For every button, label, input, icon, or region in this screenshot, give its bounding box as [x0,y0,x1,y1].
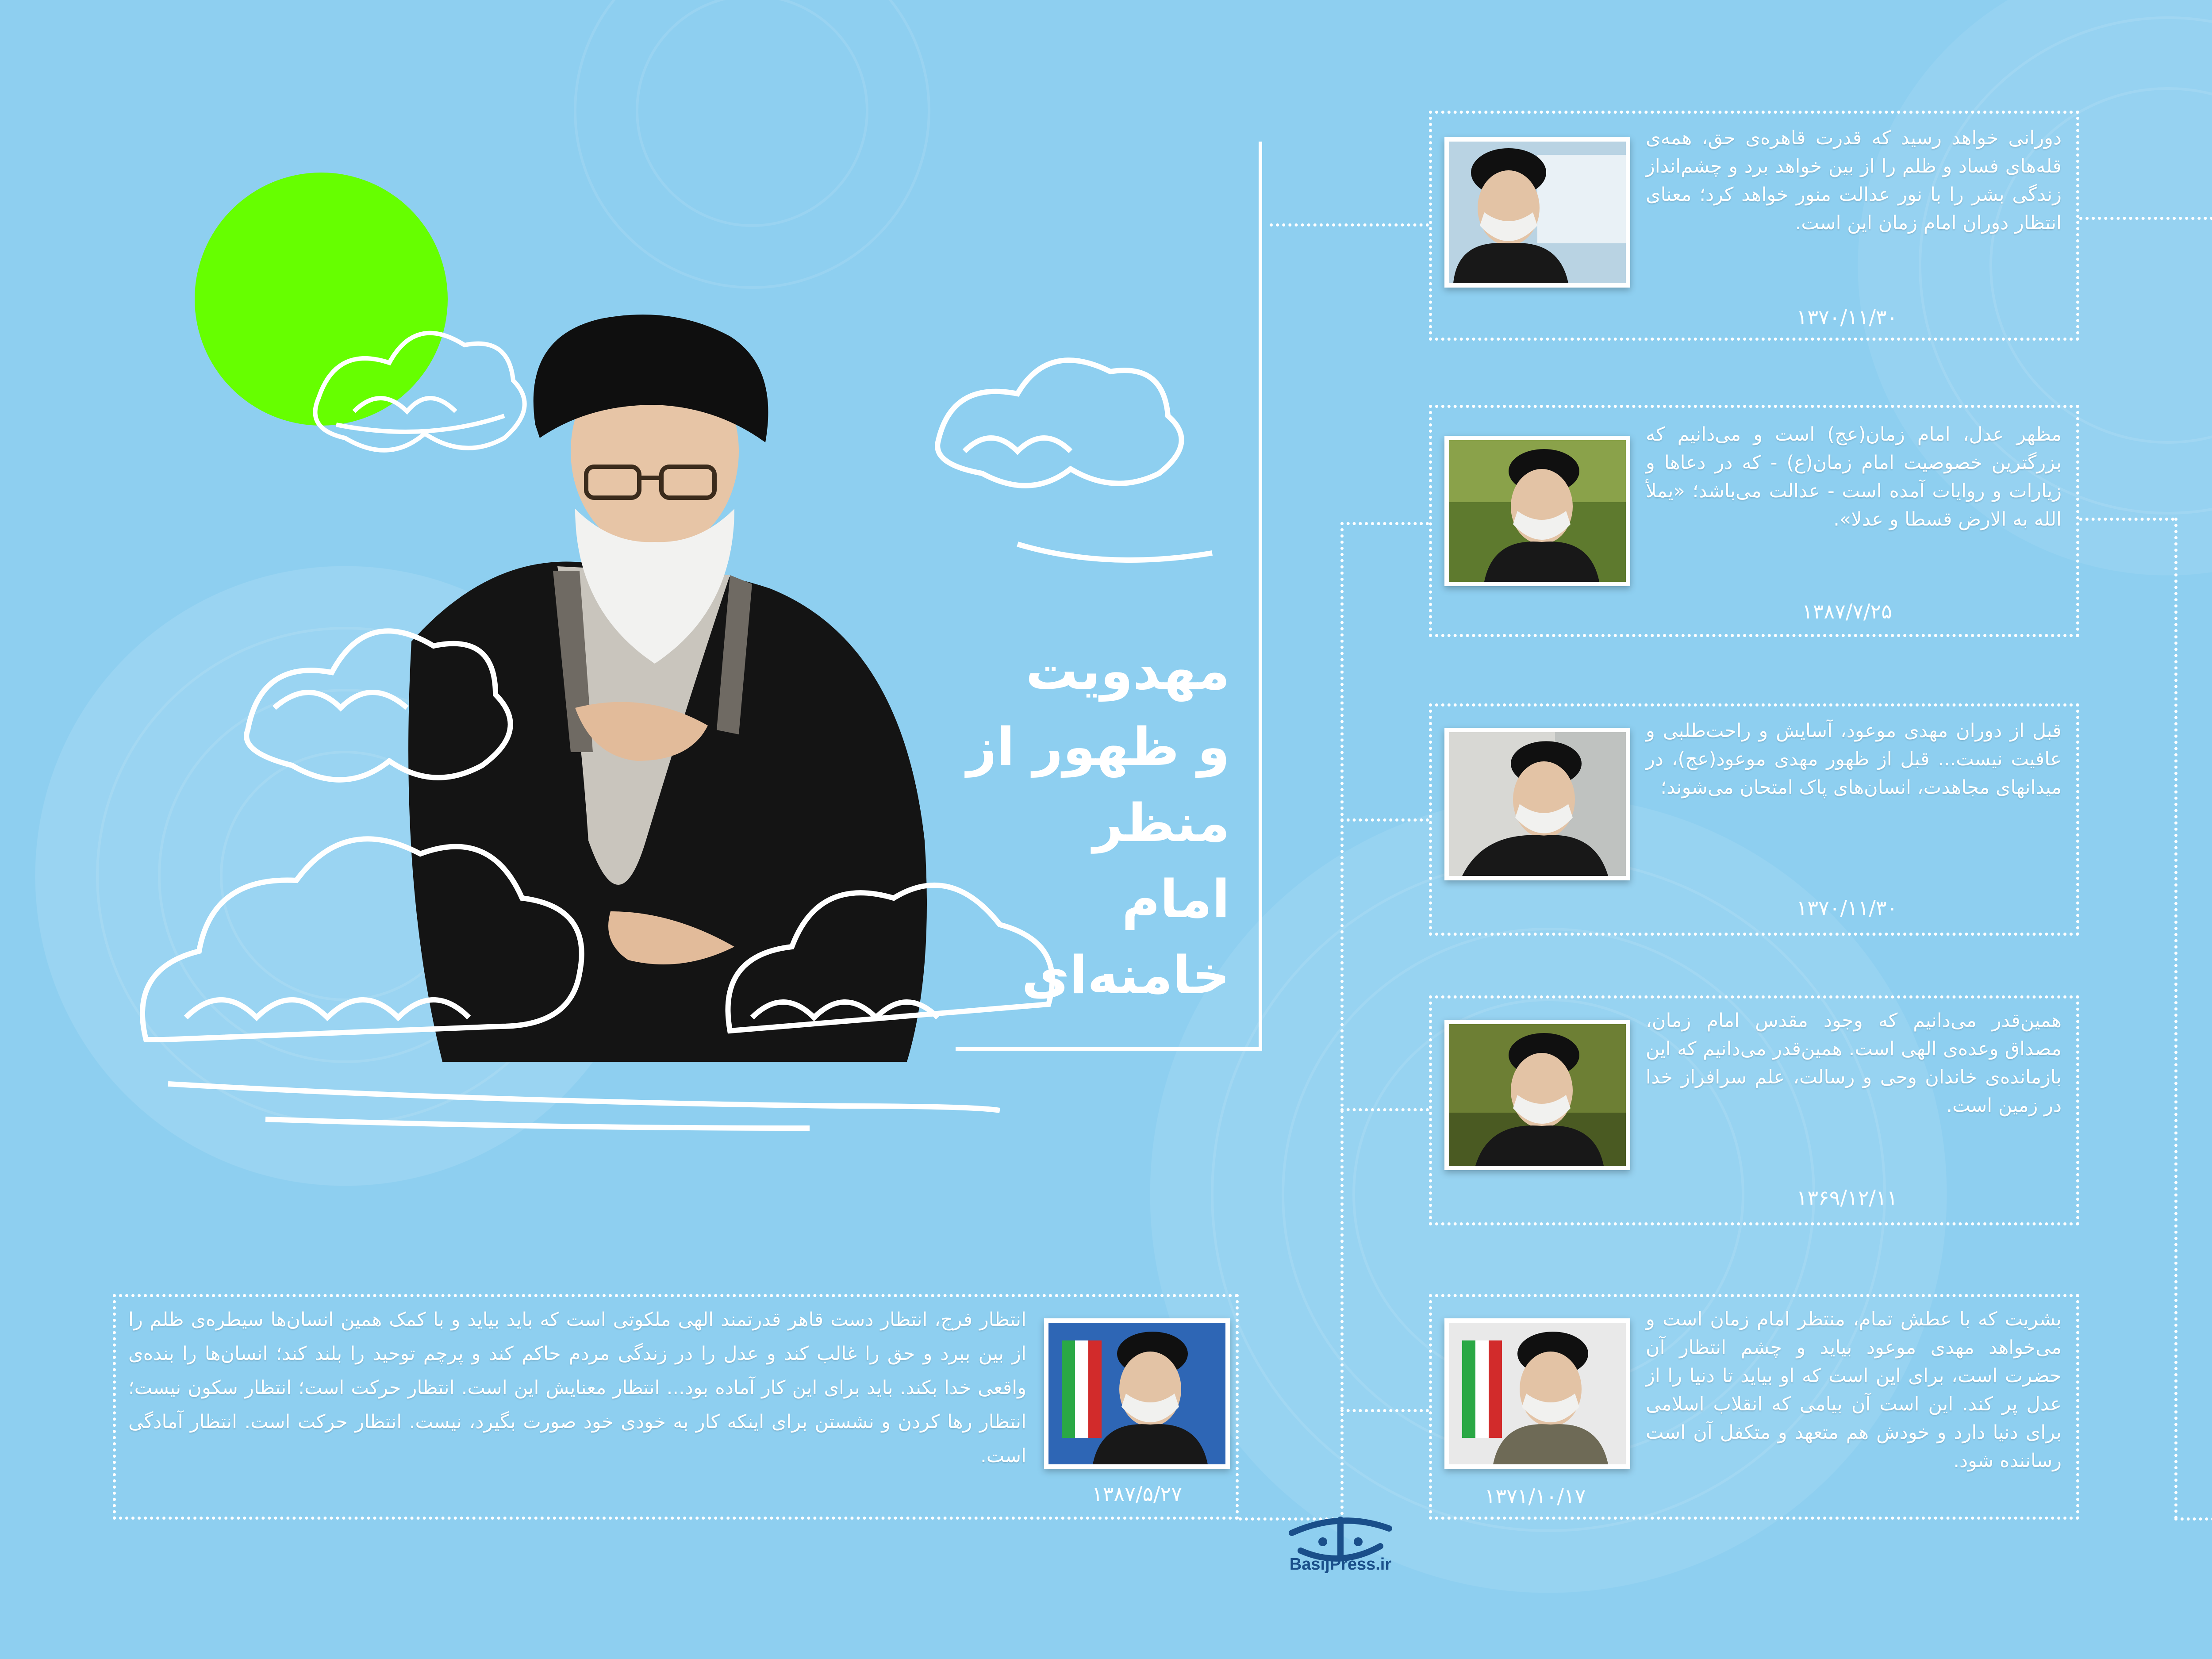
quote-text-4: همین‌قدر می‌دانیم که وجود مقدس امام زمان، مصداق وعده‌ی الهی است. همین‌قدر می‌دانیم که این بازمانده‌ی خاندان وحی و رسالت، علم سرافراز خدا در زمین است. [1646,1010,2062,1117]
quote-photo-4 [1444,1020,1630,1170]
connector-line [2079,217,2212,220]
connector-line [1270,223,1429,227]
quote-date-4: ۱۳۶۹/۱۲/۱۱ [1796,1186,1898,1210]
connector-line [1340,1108,1429,1111]
connector-line [2079,518,2174,521]
connector-line [2174,1517,2212,1521]
quote-photo-1 [1444,137,1630,288]
quote-date-1: ۱۳۷۰/۱۱/۳۰ [1796,305,1898,329]
quote-photo-5 [1444,1318,1630,1469]
connector-line [1340,522,1429,525]
title-frame-vertical [1259,142,1262,1051]
title-line-2: و ظهور از [967,716,1230,777]
quote-photo-2 [1444,436,1630,586]
title-line-4: امام [1121,868,1230,929]
quote-text-3: قبل از دوران مهدی موعود، آسایش و راحت‌طلبی و عافیت نیست... قبل از ظهور مهدی موعود(عج)، در میدانهای مجاهدت، انسان‌های پاک امتحان می‌شوند؛ [1646,720,2062,799]
title-line-1: مهدویت [1025,640,1230,701]
title-frame-bottom [956,1047,1262,1051]
quote-date-2: ۱۳۸۷/۷/۲۵ [1802,599,1892,623]
poster-title [929,633,1230,1013]
quote-photo-3 [1444,728,1630,880]
quote-date-5: ۱۳۷۱/۱۰/۱۷ [1484,1484,1586,1508]
connector-line [1340,522,1344,1522]
title-line-5: خامنه‌ای [1022,945,1230,1006]
quote-date-7: ۱۳۸۷/۵/۲۷ [1092,1482,1182,1506]
quote-text-5: بشریت که با عطش تمام، منتظر امام زمان است و می‌خواهد مهدی موعود بیاید و چشم انتظار آن حضرت است، برای این است که او بیاید تا دنیا را از عدل پر کند. این است آن بیامی که انقلاب اسلامی برای دنیا دارد و خودش هم متعهد و متکفل آن است رساننده شود. [1646,1308,2062,1472]
quote-photo-7 [1044,1318,1230,1469]
quote-text-2: مظهر عدل، امام زمان(عج) است و می‌دانیم که بزرگترین خصوصیت امام زمان(ع) - که در دعاها و زیارات و روایات آمده است - عدالت می‌باشد؛ «یملأ الله به الارض قسطا و عدلا». [1646,423,2062,530]
connector-line [2174,518,2177,1520]
connector-line [1340,818,1429,822]
quote-date-3: ۱۳۷۰/۱۱/۳۰ [1796,896,1898,920]
connector-line [1340,1409,1429,1412]
logo-label: BasijPress.ir [1289,1555,1392,1574]
quote-text-1: دورانی خواهد رسید که قدرت قاهره‌ی حق، همه‌ی قله‌های فساد و ظلم را از بین خواهد برد و چشم‌انداز زندگی بشر را با نور عدالت منور خواهد کرد؛ معنای انتظار دوران امام زمان این است. [1646,127,2062,234]
title-line-3: منظر [1093,792,1230,853]
quote-text-7: انتظار فرج، انتظار دست قاهر قدرتمند الهی ملکوتی است که باید بیاید و با کمک همین انسان‌ها سیطره‌ی ظلم را از بین ببرد و حق را غالب کند و عدل را در زندگی مردم حاکم کند و پرچم توحید را بلند کند؛ انسان‌ها را بنده‌ی واقعی خدا بکند. باید برای این کار آماده بود... انتظار معنایش این است. انتظار حرکت است؛ انتظار سکون نیست؛ انتظار رها کردن و نشستن برای اینکه کار به خودی خود صورت بگیرد، نیست. انتظار حرکت است. انتظار آمادگی است. [128,1309,1026,1467]
